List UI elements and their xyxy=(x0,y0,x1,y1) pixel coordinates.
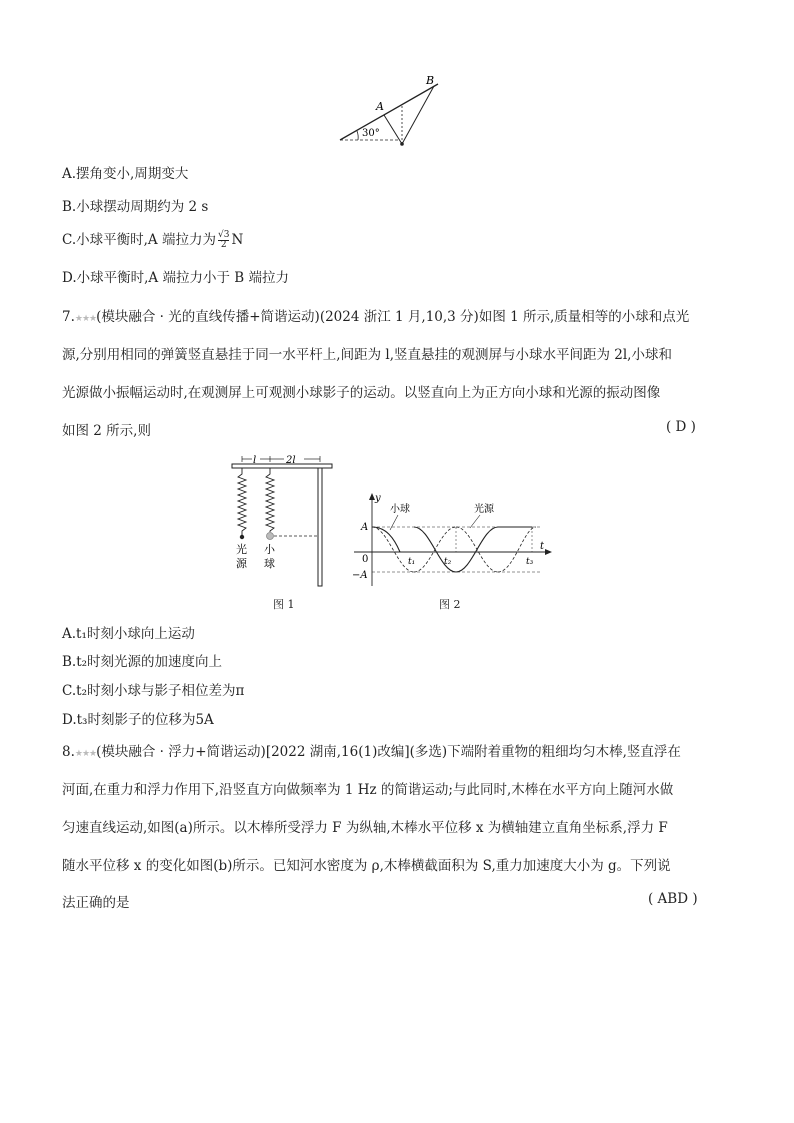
light-label-1: 光 xyxy=(236,543,247,556)
angle-arc xyxy=(357,131,358,140)
y-label: y xyxy=(375,493,381,504)
spring-ball xyxy=(266,468,274,532)
spring-light-source xyxy=(238,468,246,536)
figure-1 xyxy=(226,452,338,592)
q6-option-d: D.小球平衡时,A 端拉力小于 B 端拉力 xyxy=(62,270,289,286)
q7-option-d: D.t₃时刻影子的位移为5A xyxy=(62,712,214,728)
q8-line-5: 法正确的是 xyxy=(62,895,130,911)
light-source-dot xyxy=(240,535,244,539)
light-leader xyxy=(470,515,480,528)
t-axis-arrow xyxy=(545,549,552,555)
t1-label: t₁ xyxy=(408,557,416,567)
fraction-unit: N xyxy=(231,232,244,248)
t2-label: t₂ xyxy=(444,557,452,567)
q8-answer: ( ABD ) xyxy=(648,891,698,907)
horizontal-rod xyxy=(232,464,332,468)
light-label-2: 源 xyxy=(236,557,247,570)
q6-option-c-text: C.小球平衡时,A 端拉力为 xyxy=(62,232,216,248)
q7-option-a: A.t₁时刻小球向上运动 xyxy=(62,626,195,642)
dim-l: l xyxy=(253,455,257,466)
angle-label: 30° xyxy=(362,128,380,139)
q8-number: 8. xyxy=(62,744,75,760)
fig2-caption: 图 2 xyxy=(439,598,461,611)
q7-option-b: B.t₂时刻光源的加速度向上 xyxy=(62,654,223,670)
q8-line-4: 随水平位移 x 的变化如图(b)所示。已知河水密度为 ρ,木棒横截面积为 S,重力加速度大小为 g。下列说 xyxy=(62,858,671,874)
q7-line-1 xyxy=(62,305,689,325)
q7-answer: ( D ) xyxy=(666,419,696,435)
difficulty-stars: ★★★ xyxy=(74,749,97,759)
light-source-curve xyxy=(372,527,536,572)
origin-label: 0 xyxy=(362,554,369,565)
dim-2l: 2l xyxy=(286,455,296,466)
q7-text-1: (模块融合 · 光的直线传播+简谐运动)(2024 浙江 1 月,10,3 分)如图 1 所示,质量相等的小球和点光 xyxy=(96,309,690,325)
fraction xyxy=(218,231,229,250)
a-label: A xyxy=(361,522,369,533)
q8-text-1: (模块融合 · 浮力+简谐运动)[2022 湖南,16(1)改编](多选)下端附着重物的粗细均匀木棒,竖直浮在 xyxy=(96,744,681,760)
incline-figure xyxy=(330,72,450,152)
incline-line xyxy=(340,84,438,140)
q7-line-4: 如图 2 所示,则 xyxy=(62,423,151,439)
observation-screen xyxy=(318,468,322,586)
label-b: B xyxy=(426,74,435,87)
figure-2 xyxy=(350,490,560,590)
ball-leader xyxy=(390,515,398,530)
difficulty-stars: ★★★ xyxy=(74,314,97,324)
ball-circle xyxy=(267,533,274,540)
q8-line-1 xyxy=(62,740,681,760)
t-label: t xyxy=(540,541,545,552)
ball-curve xyxy=(414,527,498,572)
q7-line-2: 源,分别用相同的弹簧竖直悬挂于同一水平杆上,间距为 l,竖直悬挂的观测屏与小球水平间距为 2l,小球和 xyxy=(62,347,672,363)
q6-option-b: B.小球摆动周期约为 2 s xyxy=(62,199,209,215)
fig1-caption: 图 1 xyxy=(273,598,295,611)
q6-option-c xyxy=(62,228,243,250)
label-a: A xyxy=(376,100,384,113)
ball-label-1: 小 xyxy=(264,543,275,556)
q7-number: 7. xyxy=(62,309,75,325)
q8-line-3: 匀速直线运动,如图(a)所示。以木棒所受浮力 F 为纵轴,木棒水平位移 x 为横轴建立直角坐标系,浮力 F xyxy=(62,820,668,836)
q8-line-2: 河面,在重力和浮力作用下,沿竖直方向做频率为 1 Hz 的简谐运动;与此同时,木棒在水平方向上随河水做 xyxy=(62,782,674,798)
q6-option-a: A.摆角变小,周期变大 xyxy=(62,166,189,182)
ball-label-2: 球 xyxy=(264,557,275,570)
ball-curve-label: 小球 xyxy=(390,504,410,515)
fraction-den: 2 xyxy=(220,240,227,250)
neg-a-label: −A xyxy=(352,570,368,581)
q7-line-3: 光源做小振幅运动时,在观测屏上可观测小球影子的运动。以竖直向上为正方向小球和光源的振动图像 xyxy=(62,385,661,401)
ball-curve-start xyxy=(372,527,400,552)
light-curve-label: 光源 xyxy=(474,504,494,515)
q7-option-c: C.t₂时刻小球与影子相位差为π xyxy=(62,683,245,699)
fraction-num: √3 xyxy=(217,230,230,240)
ball xyxy=(400,142,404,146)
t3-label: t₃ xyxy=(526,557,534,567)
